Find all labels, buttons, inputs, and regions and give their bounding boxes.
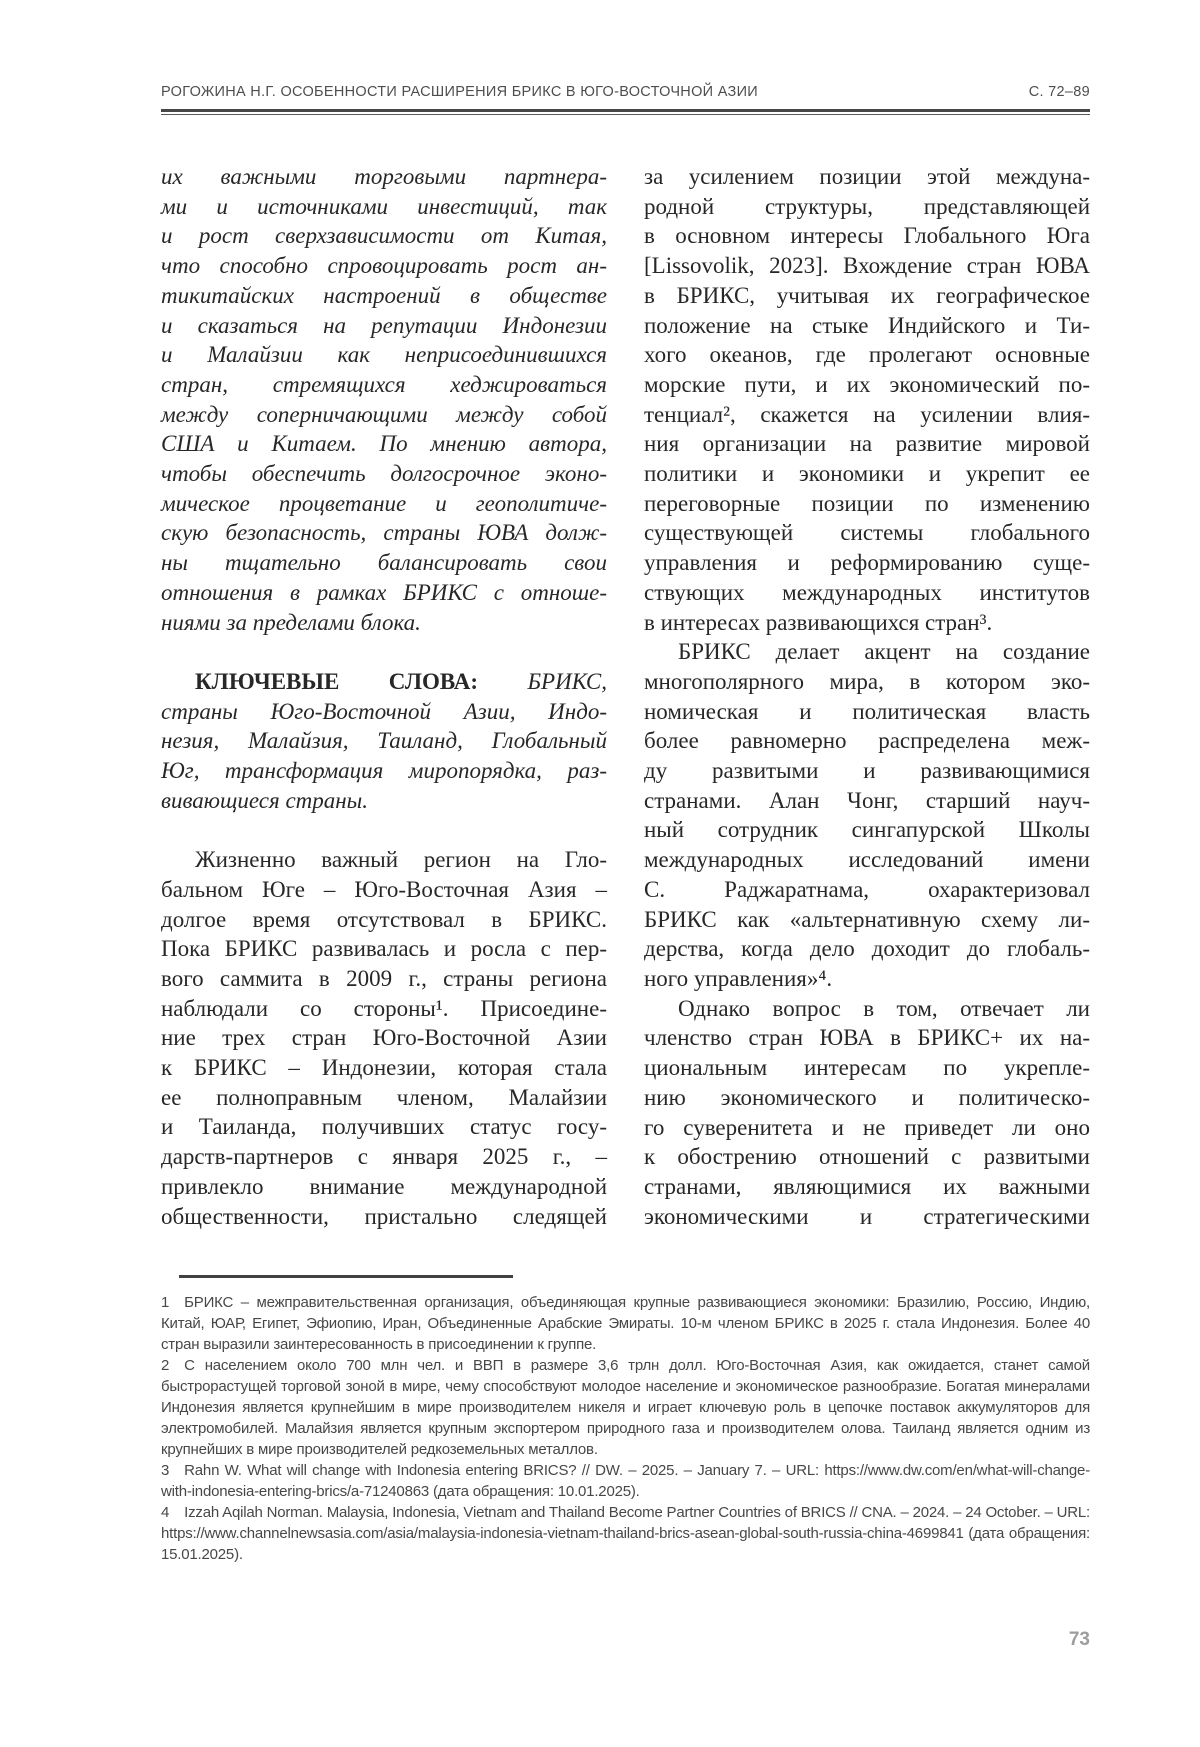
footnote-separator [179,1275,513,1278]
text-line: и Малайзии как неприсоединившихся [161,342,607,368]
footnote-number: 4 [161,1504,170,1522]
text-line: привлекло внимание международной [161,1173,607,1199]
text-line: тенциал², скажется на усилении влия- [644,401,1090,427]
body-paragraph-3 [644,994,1090,1232]
text-line: более равномерно распределена меж- [644,728,1090,754]
text-line: международных исследований имени [644,847,1090,873]
text-line: к БРИКС – Индонезии, которая стала [161,1055,607,1081]
footnote-text: С населением около 700 млн чел. и ВВП в размере 3,6 трлн долл. Юго-Восточная Азия, как ожидается, станет самой быстрорастущей торговой зоной в мире, чему способствуют молодое население и экономическое разнообразие. Богатая минералами Индонезия является крупнейшим в мире производителем никеля и играет ключевую роль в цепочке поставок аккумуляторов для электромобилей. Малайзия является крупным экспортером природного газа и производителем олова. Таиланд является одним из крупнейших в мире производителей редкоземельных металлов. [161,1357,1090,1459]
text-line: их важными торговыми партнера- [161,164,607,189]
text-line: США и Китаем. По мнению автора, [161,431,607,457]
text-line: скую безопасность, страны ЮВА долж- [161,520,607,546]
text-line: мическое процветание и геополитиче- [161,490,607,516]
text-line: го суверенитета и не приведет ли оно [644,1114,1090,1140]
intro-paragraph [161,845,607,1231]
footnote-text: Rahn W. What will change with Indonesia entering BRICS? // DW. – 2025. – January 7. – URL: https://www.dw.com/en/what-will-change-with-indonesia-entering-brics/a-71240863 (дата обращения: 10.01.2025). [161,1462,1090,1501]
text-line: положение на стыке Индийского и Ти- [644,312,1090,338]
text-line: Юг, трансформация миропорядка, раз- [161,758,607,784]
text-line: и Таиланда, получивших статус госу- [161,1114,607,1140]
running-header [161,84,1090,100]
text-line: в интересах развивающихся стран³. [644,609,993,635]
text-line: ду развитыми и развивающимися [644,758,1090,784]
text-line: нию экономического и политическо- [644,1084,1090,1110]
text-line: стран, стремящихся хеджироваться [161,371,607,397]
footnote-item [161,1292,1090,1355]
text-line: ного управления»⁴. [644,965,833,991]
text-line: вого саммита в 2009 г., страны региона [161,965,607,991]
running-title: РОГОЖИНА Н.Г. ОСОБЕННОСТИ РАСШИРЕНИЯ БРИКС В ЮГО-ВОСТОЧНОЙ АЗИИ [161,84,759,100]
text-line: наблюдали со стороны¹. Присоедине- [161,995,607,1021]
body-paragraph-1 [644,162,1090,637]
footnote-number: 1 [161,1294,170,1312]
text-line: в основном интересы Глобального Юга [644,223,1090,249]
text-line: долгое время отсутствовал в БРИКС. [161,906,607,932]
left-column [161,162,607,1231]
header-rule [161,109,1090,115]
text-line: ние трех стран Юго-Восточной Азии [161,1025,607,1051]
footnotes [161,1292,1090,1565]
text-line: дарств-партнеров с января 2025 г., – [161,1144,607,1170]
text-line: БРИКС как «альтернативную схему ли- [644,906,1090,932]
text-line: морские пути, и их экономический по- [644,371,1090,397]
text-line: ствующих международных институтов [644,579,1090,605]
footnote-number: 2 [161,1357,170,1375]
text-line: странами. Алан Чонг, старший науч- [644,787,1090,813]
text-line: Однако вопрос в том, отвечает ли [678,995,1090,1021]
text-line: страны Юго-Восточной Азии, Индо- [161,698,607,724]
text-line: ниями за пределами блока. [161,609,421,635]
footnote-number: 3 [161,1462,170,1480]
text-line: в БРИКС, учитывая их географическое [644,282,1090,308]
text-line: и сказаться на репутации Индонезии [161,312,607,338]
text-line: тикитайских настроений в обществе [161,282,607,308]
text-line: родной структуры, представляющей [644,193,1090,219]
text-line: общественности, пристально следящей [161,1203,607,1229]
footnote-text: БРИКС – межправительственная организация, объединяющая крупные развивающиеся экономики: Бразилию, Россию, Индию, Китай, ЮАР, Египет, Эфиопию, Иран, Объединенные Арабские Эмираты. 10-м членом БРИКС в 2025 г. стала Индонезия. Более 40 стран выразили заинтересованность в присоединении к группе. [161,1294,1090,1354]
text-line: С. Раджаратнама, охарактеризовал [644,876,1090,902]
text-line: экономическими и стратегическими [644,1203,1090,1229]
right-column [644,162,1090,1231]
page-number: 73 [1068,1629,1090,1650]
footnote-item [161,1460,1090,1502]
text-line: номическая и политическая власть [644,698,1090,724]
text-line: Пока БРИКС развивалась и росла с пер- [161,936,607,962]
keywords-rest-lines [161,697,607,816]
text-line: ния организации на развитие мировой [644,431,1090,457]
page-range: С. 72–89 [1028,84,1090,100]
text-line: управления и реформированию суще- [644,550,1090,576]
text-line: к обострению отношений с развитыми [644,1144,1090,1170]
text-line: и рост сверхзависимости от Китая, [161,223,607,249]
text-line: переговорные позиции по изменению [644,490,1090,516]
text-line: странами, являющимися их важными [644,1173,1090,1199]
text-line: [Lissovolik, 2023]. Вхождение стран ЮВА [644,253,1090,279]
text-line: дерства, когда дело доходит до глобаль- [644,936,1090,962]
article-body [161,162,1090,1231]
footnote-item [161,1502,1090,1565]
text-line: ны тщательно балансировать свои [161,550,607,576]
body-paragraph-2 [644,637,1090,993]
text-line: хого океанов, где пролегают основные [644,342,1090,368]
keywords-first-rest: БРИКС, [527,668,607,694]
text-line: бальном Юге – Юго-Восточная Азия – [161,876,607,902]
text-line: вивающиеся страны. [161,787,368,813]
text-line: членство стран ЮВА в БРИКС+ их на- [644,1025,1090,1051]
text-line: политики и экономики и укрепит ее [644,461,1090,487]
footnote-item [161,1355,1090,1460]
text-line: ный сотрудник сингапурской Школы [644,817,1090,843]
text-line: БРИКС делает акцент на создание [678,639,1090,665]
text-line: за усилением позиции этой междуна- [644,164,1090,189]
footnote-text: Izzah Aqilah Norman. Malaysia, Indonesia, Vietnam and Thailand Become Partner Countries of BRICS // CNA. – 2024. – 24 October. – URL: https://www.channelnewsasia.com/asia/malaysia-indonesia-vietnam-thailand-brics-asean-global-south-russia-china-4699841 (дата обращения: 15.01.2025). [161,1504,1090,1564]
keywords-label: КЛЮЧЕВЫЕ СЛОВА: [195,668,479,694]
text-line: циональным интересам по укрепле- [644,1055,1090,1081]
paragraph-gap [161,815,607,845]
text-line: многополярного мира, в котором эко- [644,668,1090,694]
text-line: Жизненно важный регион на Гло- [195,847,607,873]
text-line: между соперничающими между собой [161,401,607,427]
text-line: ее полноправным членом, Малайзии [161,1084,607,1110]
text-line: чтобы обеспечить долгосрочное эконо- [161,461,607,487]
text-line: что способно спровоцировать рост ан- [161,253,607,279]
keywords-paragraph [161,667,607,816]
abstract-paragraph [161,162,607,637]
text-line: ми и источниками инвестиций, так [161,193,607,219]
text-line: незия, Малайзия, Таиланд, Глобальный [161,728,607,754]
text-line: отношения в рамках БРИКС с отноше- [161,579,607,605]
text-line: существующей системы глобального [644,520,1090,546]
keywords-first-line [161,667,607,697]
paragraph-gap [161,637,607,667]
